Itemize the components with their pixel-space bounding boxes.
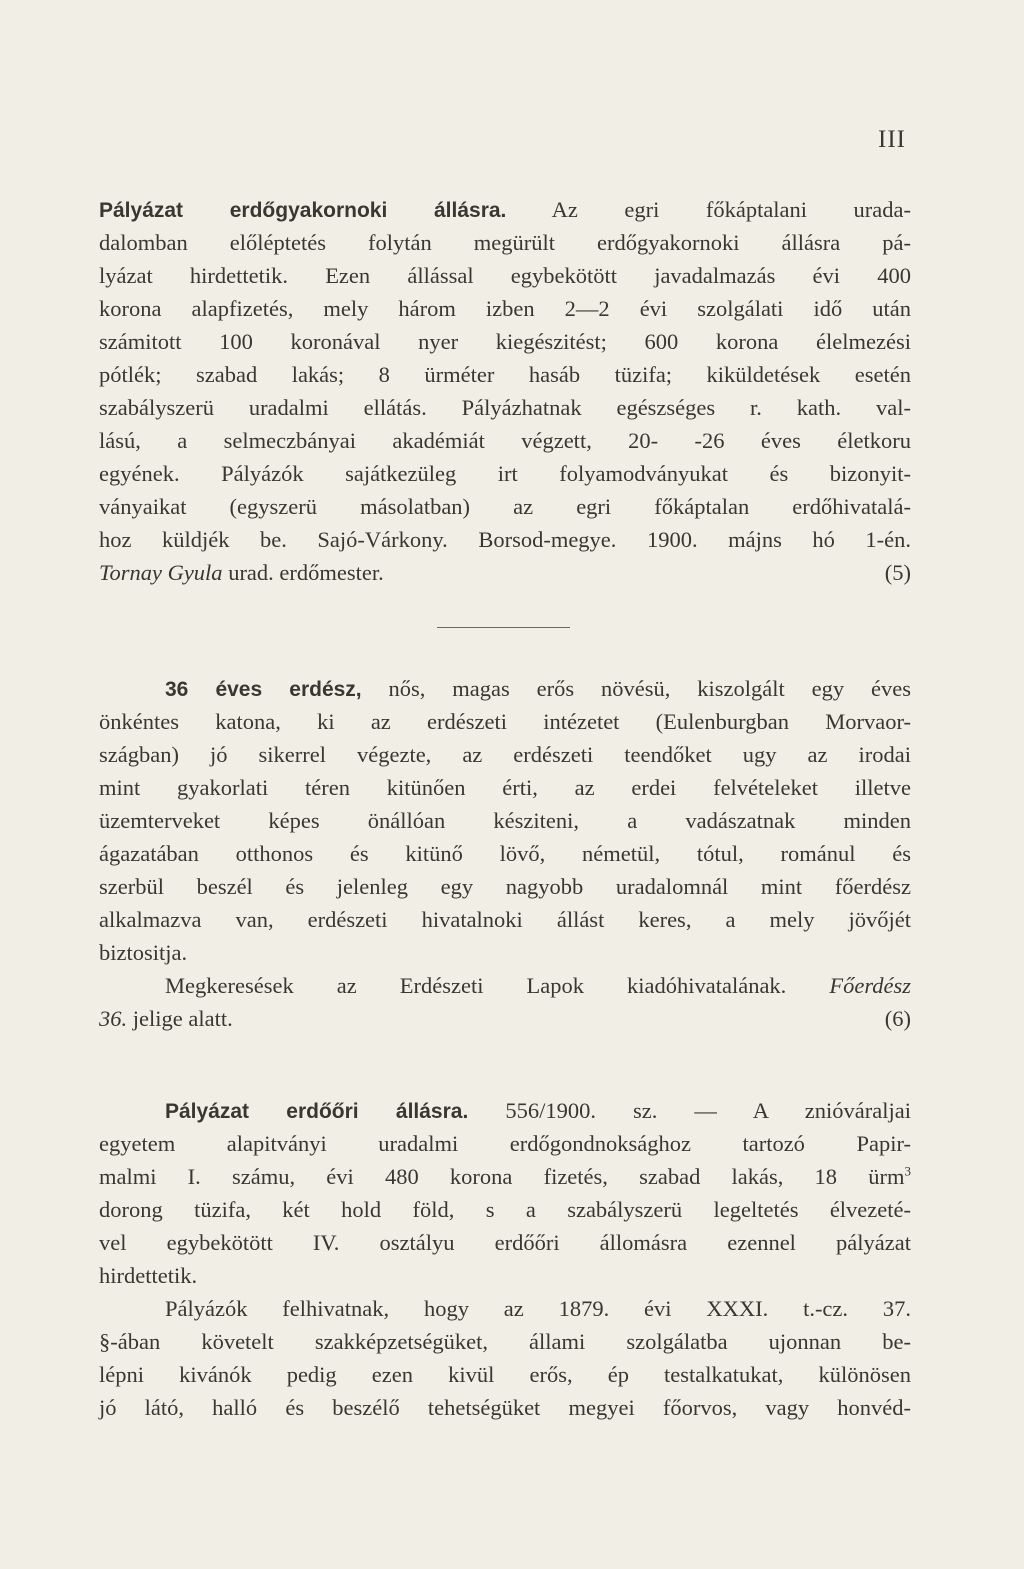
ad3-line-6: hirdettetik.: [99, 1263, 198, 1288]
ad2-heading: 36 éves erdész,: [165, 678, 362, 701]
ad2-code-word: Főerdész: [829, 973, 912, 998]
ad2-contact-line: Megkeresések az Erdészeti Lapok kiadóhivatalának. Főerdész: [165, 973, 912, 998]
ad3-heading: Pályázat erdőőri állásra.: [165, 1100, 469, 1123]
ad1-line-3: lyázat hirdettetik. Ezen állással egybekötött javadalmazás évi 400: [99, 263, 911, 288]
ad3-line-9: lépni kivánók pedig ezen kivül erős, ép testalkatukat, különösen: [99, 1362, 911, 1387]
ad1-line-10: ványaikat (egyszerü másolatban) az egri főkáptalan erdőhivatalá-: [99, 494, 911, 519]
ad3-line-2: egyetem alapitványi uradalmi erdőgondnoksághoz tartozó Papir-: [99, 1131, 911, 1156]
ad3-line-5: vel egybekötött IV. osztályu erdőőri állomásra ezennel pályázat: [99, 1230, 911, 1255]
ad3-line-4: dorong tüzifa, két hold föld, s a szabályszerü legeltetés élvezeté-: [99, 1197, 911, 1222]
ad1-signature-line: [99, 556, 911, 589]
ad1-signature-name: Tornay Gyula: [99, 560, 223, 585]
ad1-line-5: számitott 100 koronával nyer kiegészitést; 600 korona élelmezési: [99, 329, 911, 354]
ad2-line-6: ágazatában otthonos és kitünő lövő, németül, tótul, románul és: [99, 841, 911, 866]
ad3-line-10: jó látó, halló és beszélő tehetségüket megyei főorvos, vagy honvéd-: [99, 1395, 911, 1420]
ad2-line-7: szerbül beszél és jelenleg egy nagyobb uradalomnál mint főerdész: [99, 874, 911, 899]
ad1-heading: Pályázat erdőgyakornoki állásra.: [99, 199, 507, 222]
page-number: III: [878, 126, 906, 153]
ad1-line-9: egyének. Pályázók sajátkezüleg irt folyamodványukat és bizonyit-: [99, 461, 911, 486]
ad2-line-8: alkalmazva van, erdészeti hivatalnoki állást keres, a mely jövőjét: [99, 907, 911, 932]
ad3-line-7: Pályázók felhivatnak, hogy az 1879. évi XXXI. t.-cz. 37.: [165, 1296, 911, 1321]
ad1-line-1: Pályázat erdőgyakornoki állásra. Az egri főkáptalani urada-: [99, 197, 911, 222]
ad1-signature-title: urad. erdőmester.: [222, 560, 384, 585]
ad1-line-8: lású, a selmeczbányai akadémiát végzett, 20- -26 éves életkoru: [99, 428, 911, 453]
ad2-line-5: üzemterveket képes önállóan késziteni, a vadászatnak minden: [99, 808, 911, 833]
ad3-superscript: 3: [904, 1163, 911, 1179]
ad2-code-line: 36. jelige alatt. (6): [99, 1002, 911, 1035]
ad1-reference: (5): [884, 560, 911, 585]
ad1-line-4: korona alapfizetés, mely három izben 2—2 évi szolgálati idő után: [99, 296, 911, 321]
ad1-line-2: dalomban előléptetés folytán megürült erdőgyakornoki állásra pá-: [99, 230, 911, 255]
ad2-line-4: mint gyakorlati téren kitünően érti, az erdei felvételeket illetve: [99, 775, 911, 800]
ad2-line-1: 36 éves erdész, nős, magas erős növésü, kiszolgált egy éves: [165, 676, 911, 701]
ad1-line-6: pótlék; szabad lakás; 8 ürméter hasáb tüzifa; kiküldetések esetén: [99, 362, 911, 387]
ad2-line-2: önkéntes katona, ki az erdészeti intézetet (Eulenburgban Morvaor-: [99, 709, 911, 734]
ad3-line-1: Pályázat erdőőri állásra. 556/1900. sz. — A znióváraljai: [165, 1098, 911, 1123]
ad3-line-3: malmi I. számu, évi 480 korona fizetés, szabad lakás, 18 ürm$^3$: [99, 1163, 911, 1189]
ad1-line-7: szabályszerü uradalmi ellátás. Pályázhatnak egészséges r. kath. val-: [99, 395, 911, 420]
ad2-reference: (6): [884, 1006, 911, 1031]
ad3-line-8: §-ában követelt szakképzetségüket, állami szolgálatba ujonnan be-: [99, 1329, 911, 1354]
section-divider: [437, 627, 570, 628]
ad2-line-9: biztositja.: [99, 940, 188, 965]
ad2-code-number: 36.: [99, 1006, 128, 1031]
ad1-line-11: hoz küldjék be. Sajó-Várkony. Borsod-megye. 1900. májns hó 1-én.: [99, 527, 911, 552]
ad2-line-3: szágban) jó sikerrel végezte, az erdészeti teendőket ugy az irodai: [99, 742, 911, 767]
